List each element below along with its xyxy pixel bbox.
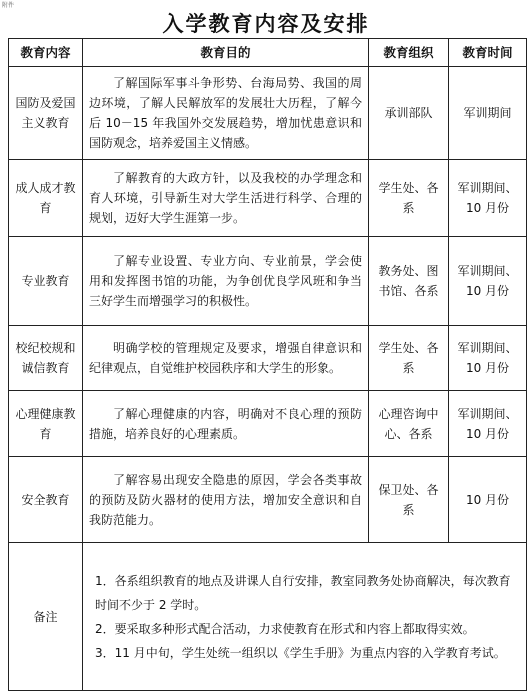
- header-time: 教育时间: [449, 39, 527, 67]
- row-content: 心理健康教育: [9, 391, 83, 457]
- page-title: 入学教育内容及安排: [162, 11, 370, 36]
- row-time: 军训期间、10 月份: [449, 391, 527, 457]
- remark-item: 2．要采取多种形式配合活动，力求使教育在形式和内容上都取得实效。: [95, 621, 475, 636]
- remarks-content: [83, 543, 527, 691]
- education-table: [8, 38, 527, 691]
- row-organization: 承训部队: [369, 67, 449, 160]
- header-purpose: 教育目的: [83, 39, 369, 67]
- row-content: 校纪校规和诚信教育: [9, 326, 83, 391]
- row-time: 军训期间: [449, 67, 527, 160]
- row-time: 军训期间、10 月份: [449, 237, 527, 326]
- row-content: 专业教育: [9, 237, 83, 326]
- row-time: 军训期间、10 月份: [449, 160, 527, 237]
- row-organization: 保卫处、各系: [369, 457, 449, 543]
- header-content: 教育内容: [9, 39, 83, 67]
- row-organization: 教务处、图书馆、各系: [369, 237, 449, 326]
- row-organization: 心理咨询中心、各系: [369, 391, 449, 457]
- row-time: 10 月份: [449, 457, 527, 543]
- table-header-row: [9, 39, 527, 67]
- header-organization: 教育组织: [369, 39, 449, 67]
- row-purpose: 了解国际军事斗争形势、台海局势、我国的周边环境，了解人民解放军的发展壮大历程，了解今后 10－15 年我国外交发展趋势，增加忧患意识和国防观念，培养爱国主义情感。: [83, 67, 369, 160]
- remarks-row: [9, 543, 527, 691]
- remark-item: 3．11 月中旬，学生处统一组织以《学生手册》为重点内容的入学教育考试。: [95, 645, 506, 660]
- table-row: [9, 160, 527, 237]
- table-row: [9, 391, 527, 457]
- row-content: 国防及爱国主义教育: [9, 67, 83, 160]
- row-content: 安全教育: [9, 457, 83, 543]
- table-row: [9, 326, 527, 391]
- table-row: [9, 67, 527, 160]
- remark-item: 1．各系组织教育的地点及讲课人自行安排，教室同教务处协商解决，每次教育时间不少于 2 学时。: [95, 573, 511, 612]
- row-purpose: 了解专业设置、专业方向、专业前景，学会使用和发挥图书馆的功能，为争创优良学风班和争当三好学生而增强学习的积极性。: [83, 237, 369, 326]
- row-organization: 学生处、各系: [369, 326, 449, 391]
- row-purpose: 了解容易出现安全隐患的原因，学会各类事故的预防及防火器材的使用方法，增加安全意识和自我防范能力。: [83, 457, 369, 543]
- row-purpose: 明确学校的管理规定及要求，增强自律意识和纪律观点，自觉维护校园秩序和大学生的形象。: [83, 326, 369, 391]
- row-content: 成人成才教育: [9, 160, 83, 237]
- row-time: 军训期间、10 月份: [449, 326, 527, 391]
- row-organization: 学生处、各系: [369, 160, 449, 237]
- table-row: [9, 457, 527, 543]
- corner-mark: 附件: [2, 2, 15, 9]
- row-purpose: 了解教育的大政方针，以及我校的办学理念和育人环境，引导新生对大学生活进行科学、合理的规划，迈好大学生涯第一步。: [83, 160, 369, 237]
- remarks-label: 备注: [9, 543, 83, 691]
- row-purpose: 了解心理健康的内容，明确对不良心理的预防措施，培养良好的心理素质。: [83, 391, 369, 457]
- table-row: [9, 237, 527, 326]
